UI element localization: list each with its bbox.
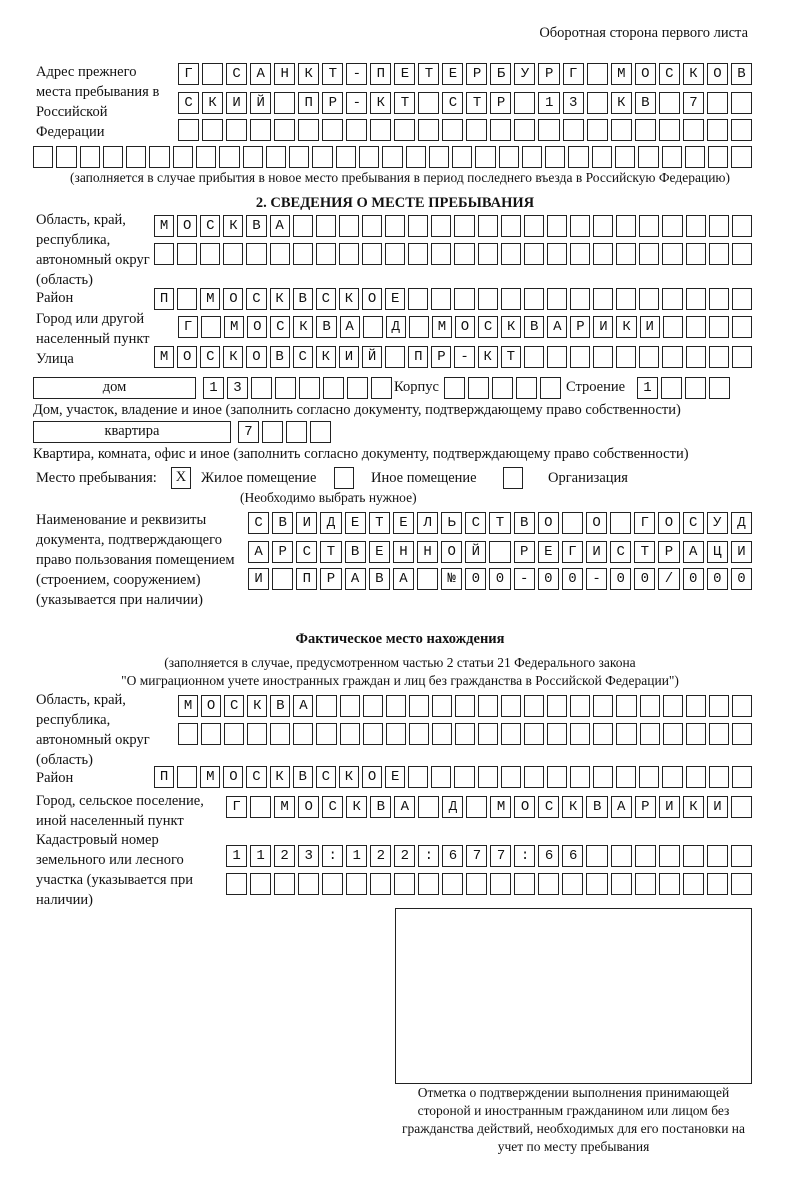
district-label: Район bbox=[36, 290, 74, 306]
region-label: Область, край, республика, автономный округ (область) bbox=[36, 212, 150, 288]
district-row[interactable] bbox=[154, 288, 761, 310]
stay-option-organization-label: Организация bbox=[548, 470, 628, 486]
prev-address-row-2[interactable] bbox=[178, 92, 762, 114]
cell-row-text: 13 bbox=[209, 380, 402, 396]
flat-number-row[interactable] bbox=[238, 421, 341, 443]
building-row[interactable] bbox=[637, 377, 740, 399]
cell-row-text: МОСКВА bbox=[159, 218, 761, 234]
korpus-row[interactable] bbox=[444, 377, 564, 399]
stamp-box bbox=[395, 908, 752, 1084]
cell-row-text: Г САНКТ-ПЕТЕРБУРГ МОСКОВ bbox=[184, 66, 762, 82]
city-row[interactable] bbox=[178, 316, 761, 338]
prev-address-row-4[interactable] bbox=[33, 146, 755, 168]
stay-option-residential-checkbox[interactable]: X bbox=[171, 467, 191, 489]
cell-row-text: Г МОСКВА Д МОСКВАРИКИ bbox=[183, 319, 761, 335]
cell-row-text: СВИДЕТЕЛЬСТВО О ГОСУД bbox=[254, 515, 762, 531]
prev-address-label: Адрес прежнего места пребывания в Российской Федерации bbox=[36, 64, 160, 140]
cell-row-text bbox=[178, 119, 761, 141]
cell-row-text: МОСКВА bbox=[183, 698, 761, 714]
stay-option-other-checkbox[interactable] bbox=[334, 467, 354, 489]
actual-region-row-2[interactable] bbox=[178, 723, 755, 745]
region-row-1[interactable] bbox=[154, 215, 761, 237]
house-type-field[interactable]: дом bbox=[33, 377, 196, 399]
actual-district-row[interactable] bbox=[154, 766, 761, 788]
document-row-3[interactable] bbox=[248, 568, 762, 590]
stay-note: (Необходимо выбрать нужное) bbox=[240, 490, 417, 505]
page-header: Оборотная сторона первого листа bbox=[539, 25, 748, 41]
stamp-caption: Отметка о подтверждении выполнения принимающей стороной и иностранным гражданином или лицом без гражданства действий, необходимых для его постановки на учет по месту пребывания bbox=[401, 1085, 746, 1154]
prev-address-row-1[interactable] bbox=[178, 63, 762, 85]
street-label: Улица bbox=[36, 351, 74, 367]
cell-row-text: АРСТВЕННОЙ РЕГИСТРАЦИ bbox=[254, 544, 762, 560]
cell-row-text: П МОСКВСКОЕ bbox=[159, 291, 761, 307]
stay-label: Место пребывания: bbox=[36, 470, 157, 486]
street-row[interactable] bbox=[154, 346, 761, 368]
actual-note-1: (заполняется в случае, предусмотренном частью 2 статьи 21 Федерального закона bbox=[164, 655, 636, 670]
stay-option-organization-checkbox[interactable] bbox=[503, 467, 523, 489]
cell-row-text bbox=[33, 146, 761, 168]
actual-region-label: Область, край, республика, автономный округ (область) bbox=[36, 692, 150, 768]
cell-row-text: 7 bbox=[244, 424, 341, 440]
flat-note: Квартира, комната, офис и иное (заполнить согласно документу, подтверждающему право собственности) bbox=[33, 446, 689, 462]
actual-city-label: Город, сельское поселение, иной населенный пункт bbox=[36, 793, 204, 829]
actual-note-2: "О миграционном учете иностранных граждан и лиц без гражданства в Российской Федерации") bbox=[121, 673, 679, 688]
stay-option-other-label: Иное помещение bbox=[371, 470, 477, 486]
prev-address-row-3[interactable] bbox=[178, 119, 755, 141]
section-title: 2. СВЕДЕНИЯ О МЕСТЕ ПРЕБЫВАНИЯ bbox=[255, 195, 535, 211]
actual-region-row-1[interactable] bbox=[178, 695, 761, 717]
prev-address-note: (заполняется в случае прибытия в новое место пребывания в период последнего въезда в Российскую Федерацию) bbox=[69, 170, 731, 185]
cell-row-text: П МОСКВСКОЕ bbox=[159, 769, 761, 785]
korpus-label: Корпус bbox=[394, 379, 439, 395]
cadastre-label: Кадастровый номер земельного или лесного участка (указывается при наличии) bbox=[36, 832, 193, 908]
document-row-2[interactable] bbox=[248, 541, 762, 563]
building-label: Строение bbox=[566, 379, 626, 395]
actual-title: Фактическое место нахождения bbox=[295, 631, 505, 647]
stay-option-residential-label: Жилое помещение bbox=[201, 470, 317, 486]
cell-row-text: МОСКОВСКИЙ ПР-КТ bbox=[159, 349, 761, 365]
cell-row-text: 1 bbox=[643, 380, 740, 396]
actual-district-label: Район bbox=[36, 770, 74, 786]
cell-row-text bbox=[226, 873, 761, 895]
actual-city-row[interactable] bbox=[226, 796, 762, 818]
house-number-row[interactable] bbox=[203, 377, 402, 399]
cell-row-text bbox=[154, 243, 761, 265]
house-note: Дом, участок, владение и иное (заполнить согласно документу, подтверждающему право собственности) bbox=[33, 402, 681, 418]
city-label: Город или другой населенный пункт bbox=[36, 311, 150, 347]
cell-row-text bbox=[444, 377, 570, 399]
flat-type-field[interactable]: квартира bbox=[33, 421, 231, 443]
cell-row-text: СКИЙ ПР-КТ СТР 13 КВ 7 bbox=[184, 95, 762, 111]
cadastre-row-2[interactable] bbox=[226, 873, 755, 895]
cadastre-row-1[interactable] bbox=[226, 845, 762, 867]
cell-row-text: 1123:122:677:66 bbox=[232, 848, 762, 864]
cell-row-text bbox=[178, 723, 761, 745]
document-row-1[interactable] bbox=[248, 512, 762, 534]
region-row-2[interactable] bbox=[154, 243, 755, 265]
cell-row-text: И ПРАВА №00-00-00/000 bbox=[254, 571, 762, 587]
cell-row-text: Г МОСКВА Д МОСКВАРИКИ bbox=[232, 799, 762, 815]
document-label: Наименование и реквизиты документа, подтверждающего право пользования помещением (строением, сооружением) (указывается при наличии) bbox=[36, 512, 235, 608]
